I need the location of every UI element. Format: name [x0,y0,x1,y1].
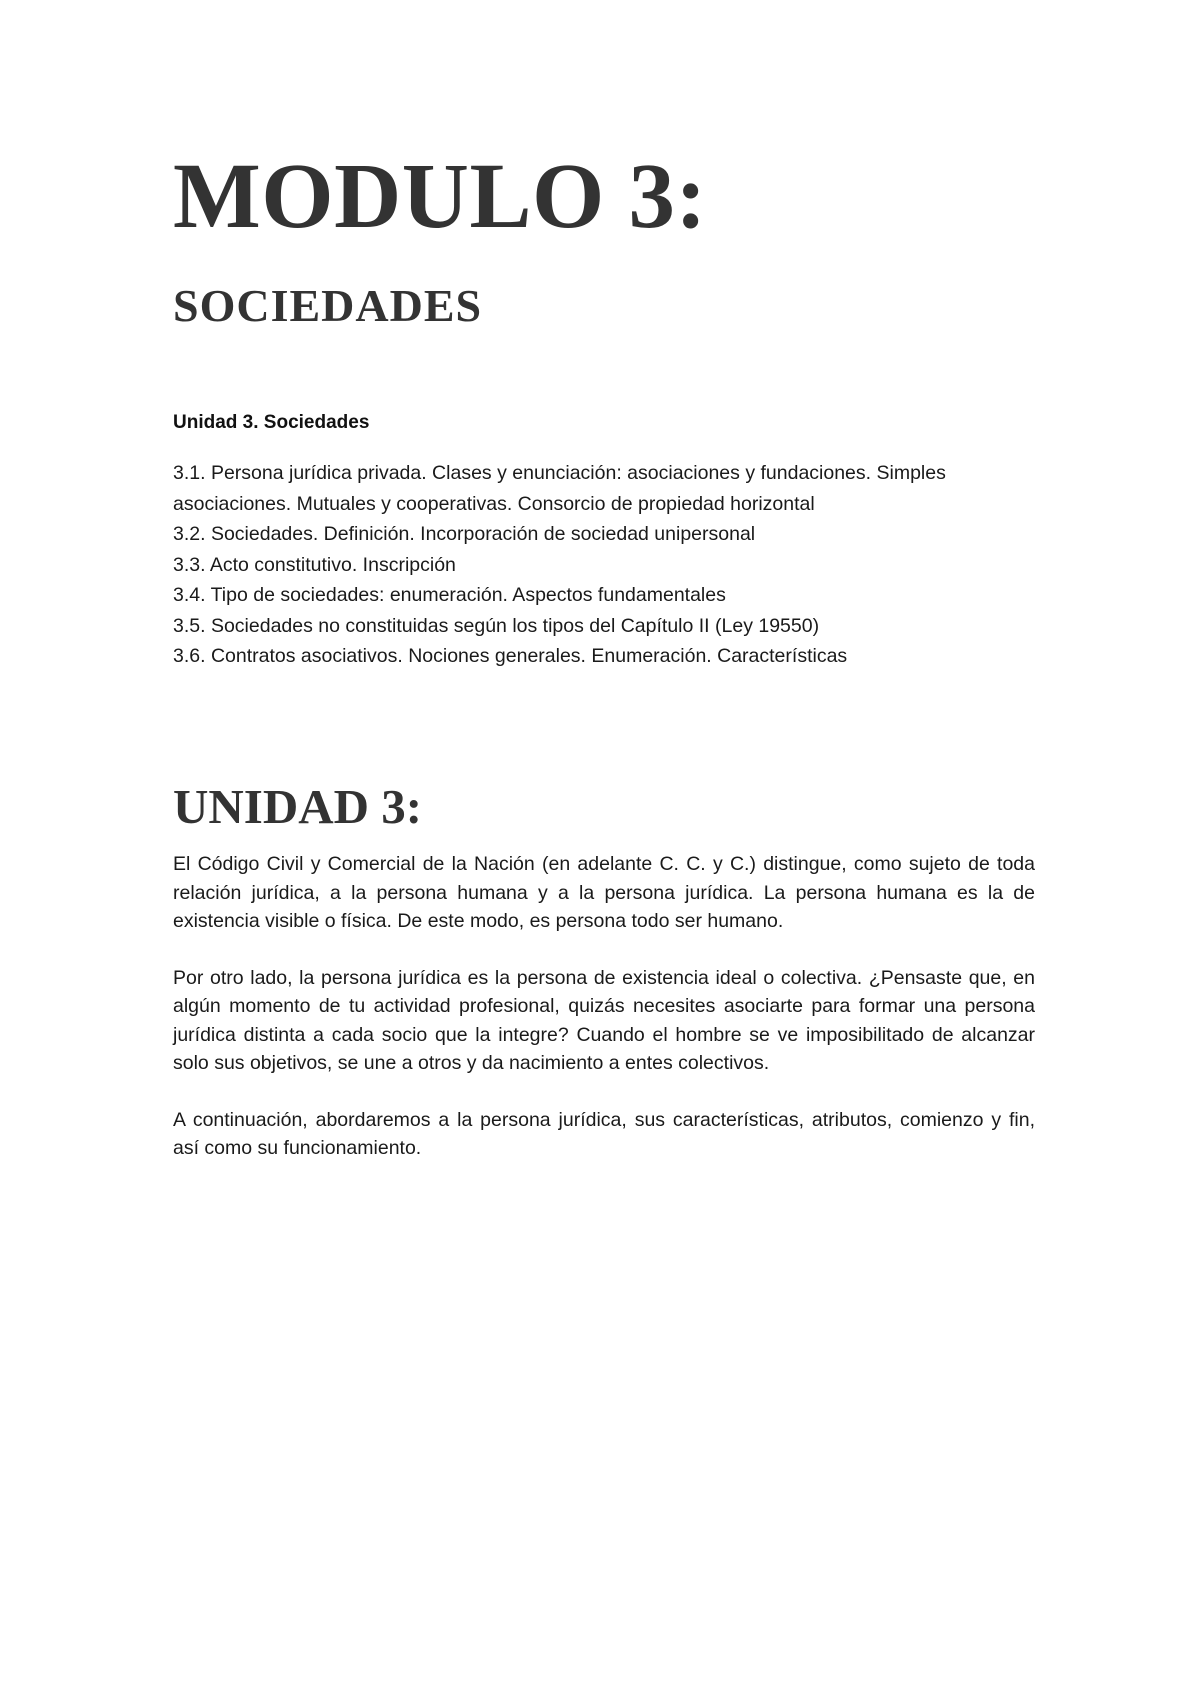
module-subtitle: SOCIEDADES [173,280,483,331]
toc-item-3-1: 3.1. Persona jurídica privada. Clases y enunciación: asociaciones y fundaciones. Simples asociaciones. Mutuales y cooperativas. Consorcio de propiedad horizontal [173,462,946,515]
body-paragraph: Por otro lado, la persona jurídica es la persona de existencia ideal o colectiva. ¿Pensaste que, en algún momento de tu actividad profesional, quizás necesites asociarte para formar una persona jurídica distinta a cada socio que la integre? Cuando el hombre se ve imposibilitado de alcanzar solo sus objetivos, se une a otros y da nacimiento a entes colectivos. [173,966,1035,1074]
toc-item-3-2: 3.2. Sociedades. Definición. Incorporación de sociedad unipersonal [173,523,756,545]
toc-item-3-4: 3.4. Tipo de sociedades: enumeración. Aspectos fundamentales [173,584,726,606]
toc-item-3-6: 3.6. Contratos asociativos. Nociones generales. Enumeración. Características [173,645,848,667]
unit-body [173,850,1035,1191]
unit-title: UNIDAD 3: [173,779,423,834]
module-title: MODULO 3: [173,145,708,248]
table-of-contents [173,458,1035,672]
toc-item-3-5: 3.5. Sociedades no constituidas según los tipos del Capítulo II (Ley 19550) [173,614,820,637]
body-paragraph: A continuación, abordaremos a la persona jurídica, sus características, atributos, comienzo y fin, así como su funcionamiento. [173,1108,1035,1159]
toc-item-3-3: 3.3. Acto constitutivo. Inscripción [173,553,456,576]
toc-heading: Unidad 3. Sociedades [173,412,370,433]
body-paragraph: El Código Civil y Comercial de la Nación (en adelante C. C. y C.) distingue, como sujeto de toda relación jurídica, a la persona humana y a la persona jurídica. La persona humana es la de existencia visible o física. De este modo, es persona todo ser humano. [173,853,1035,932]
page-content [173,145,1035,1159]
